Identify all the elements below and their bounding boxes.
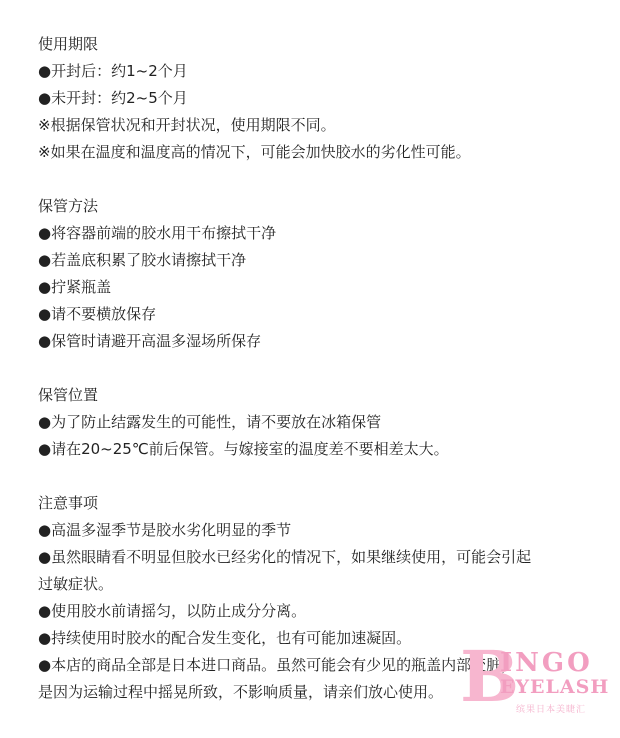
- text-line: ●虽然眼睛看不明显但胶水已经劣化的情况下，如果继续使用，可能会引起: [38, 548, 532, 566]
- watermark-initial: B: [460, 635, 520, 718]
- watermark-top-text: INGO: [500, 648, 593, 678]
- text-line: ●请不要横放保存: [38, 305, 157, 323]
- section-title: 保管方法: [38, 197, 99, 215]
- text-line: ●若盖底积累了胶水请擦拭干净: [38, 251, 247, 269]
- text-line: ●高温多湿季节是胶水劣化明显的季节: [38, 521, 292, 539]
- section-title: 保管位置: [38, 386, 99, 404]
- text-line: ※根据保管状况和开封状况，使用期限不同。: [38, 116, 336, 134]
- text-line: ●本店的商品全部是日本进口商品。虽然可能会有少见的瓶盖内部变脏，: [38, 656, 517, 674]
- document-body: [38, 31, 608, 733]
- section-title: 注意事项: [38, 494, 99, 512]
- section-notes: [38, 490, 608, 706]
- text-line: ●为了防止结露发生的可能性，请不要放在冰箱保管: [38, 413, 382, 431]
- text-line: ●持续使用时胶水的配合发生变化，也有可能加速凝固。: [38, 629, 412, 647]
- text-line: ●使用胶水前请摇匀，以防止成分分离。: [38, 602, 307, 620]
- watermark-middle-text: EYELASH: [500, 676, 610, 698]
- section-storage-location: [38, 382, 608, 463]
- text-line: ●请在20~25℃前后保管。与嫁接室的温度差不要相差太大。: [38, 440, 449, 458]
- text-line: ※如果在温度和温度高的情况下，可能会加快胶水的劣化性可能。: [38, 143, 471, 161]
- text-line: ●开封后：约1~2个月: [38, 62, 188, 80]
- text-line: 是因为运输过程中摇晃所致，不影响质量，请亲们放心使用。: [38, 683, 444, 701]
- watermark-bottom-text: 缤果日本美睫汇: [516, 705, 587, 715]
- section-storage-method: [38, 193, 608, 355]
- section-title: 使用期限: [38, 35, 99, 53]
- text-line: ●拧紧瓶盖: [38, 278, 112, 296]
- text-line: ●未开封：约2~5个月: [38, 89, 188, 107]
- text-line: ●保管时请避开高温多湿场所保存: [38, 332, 262, 350]
- text-line: 过敏症状。: [38, 575, 114, 593]
- text-line: ●将容器前端的胶水用干布擦拭干净: [38, 224, 277, 242]
- section-expiry: [38, 31, 608, 166]
